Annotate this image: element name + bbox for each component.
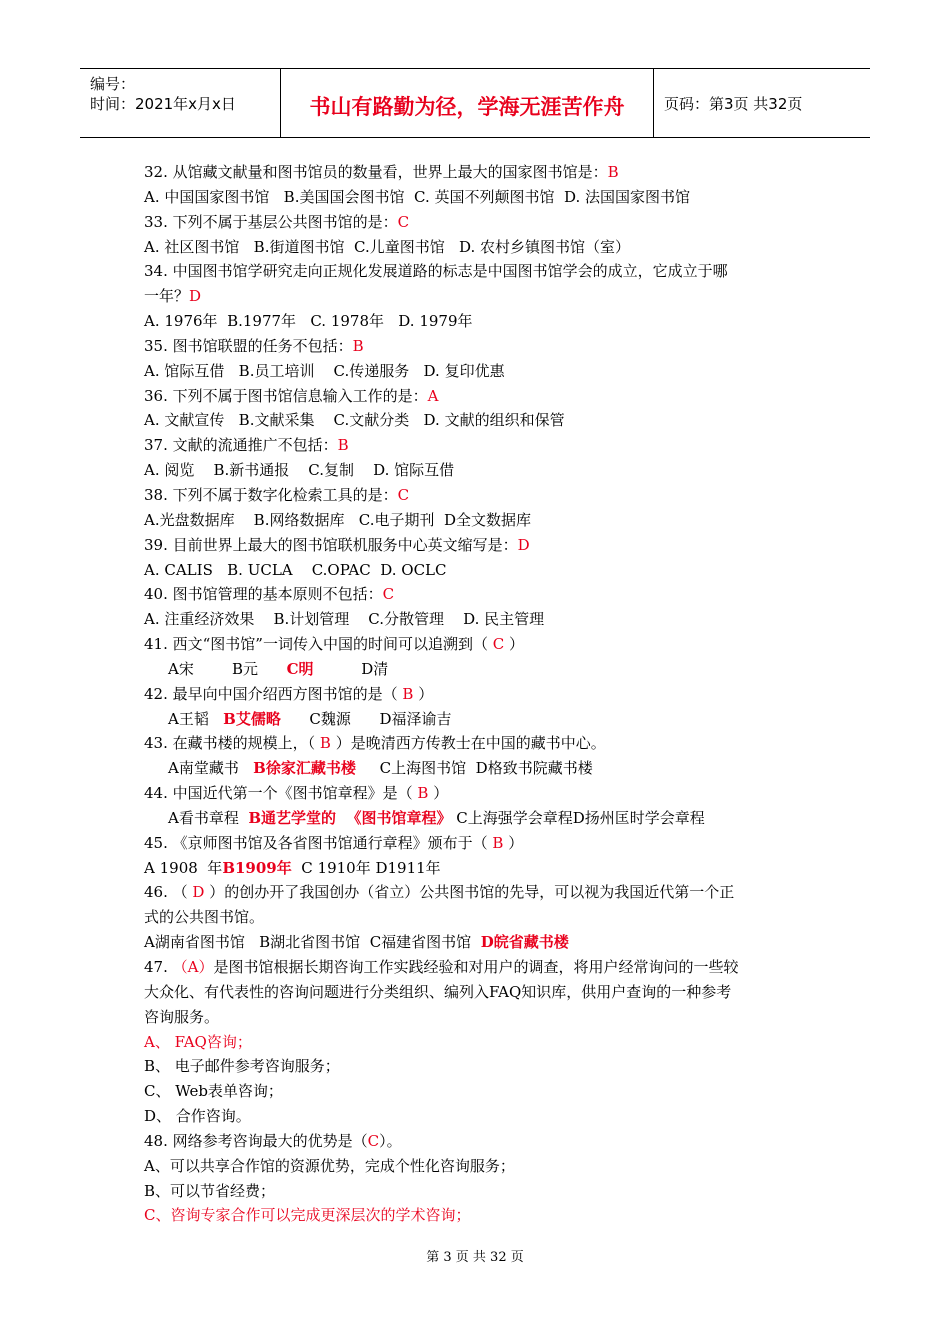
- answer-text: D: [192, 883, 205, 902]
- line-text: 34. 中国图书馆学研究走向正规化发展道路的标志是中国图书馆学会的成立，它成立于哪: [144, 262, 728, 281]
- line-text-tail: ）: [503, 833, 524, 852]
- line-text: A. 中国国家图书馆 B.美国国会图书馆 C. 英国不列颠图书馆 D. 法国国家图书馆: [144, 187, 691, 206]
- line-text-tail: C上海图书馆 D格致书院藏书楼: [355, 759, 593, 778]
- text-line: [144, 508, 824, 533]
- text-line: [144, 408, 824, 433]
- text-line: [144, 607, 824, 632]
- line-text-tail: ）: [428, 784, 449, 803]
- answer-text: C: [382, 585, 395, 604]
- text-line: [144, 831, 824, 856]
- text-line: [144, 334, 824, 359]
- text-line: [144, 458, 824, 483]
- answer-text: B: [417, 784, 429, 803]
- line-text: A. 社区图书馆 B.街道图书馆 C.儿童图书馆 D. 农村乡镇图书馆（室）: [144, 237, 631, 256]
- text-line: [144, 1079, 824, 1104]
- line-text: A 1908 年: [144, 858, 223, 877]
- line-text: A、可以共享合作馆的资源优势，完成个性化咨询服务；: [144, 1156, 515, 1175]
- text-line: [144, 657, 824, 682]
- line-text: A. CALIS B. UCLA C.OPAC D. OCLC: [144, 560, 447, 579]
- text-line: [144, 284, 824, 309]
- answer-text: B: [492, 833, 504, 852]
- line-text: A宋 B元: [168, 659, 287, 678]
- text-line: [144, 1005, 824, 1030]
- text-line: [144, 359, 824, 384]
- text-line: [144, 955, 824, 980]
- line-text: 一年？: [144, 287, 190, 306]
- text-line: [144, 235, 824, 260]
- text-line: [144, 533, 824, 558]
- line-text: 44. 中国近代第一个《图书馆章程》是（: [144, 784, 418, 803]
- text-line: [144, 582, 824, 607]
- text-line: [144, 930, 824, 955]
- answer-text: B: [607, 163, 619, 181]
- line-text: 48. 网络参考咨询最大的优势是（: [144, 1131, 368, 1150]
- header-motto-cell: [281, 69, 654, 137]
- page-header: [80, 68, 870, 138]
- line-text: A. 文献宣传 B.文献采集 C.文献分类 D. 文献的组织和保管: [144, 411, 565, 430]
- line-text-tail: ）的创办开了我国创办（省立）公共图书馆的先导，可以视为我国近代第一个正: [204, 883, 735, 902]
- answer-text: （A）: [172, 958, 214, 976]
- line-text: B、 电子邮件参考咨询服务；: [144, 1057, 340, 1076]
- line-text: 41. 西文“图书馆”一词传入中国的时间可以追溯到（: [144, 635, 493, 654]
- text-line: [144, 756, 824, 781]
- line-text: A. 1976年 B.1977年 C. 1978年 D. 1979年: [144, 312, 473, 331]
- document-number-label: 编号：: [90, 75, 136, 93]
- line-text: A. 馆际互借 B.员工培训 C.传递服务 D. 复印优惠: [144, 361, 505, 380]
- answer-text: C明: [286, 659, 314, 678]
- line-text-tail: C上海强学会章程D扬州匡时学会章程: [451, 808, 705, 827]
- answer-text: A: [427, 386, 439, 405]
- answer-text: C、咨询专家合作可以完成更深层次的学术咨询；: [144, 1206, 471, 1225]
- line-text-tail: ）是晚清西方传教士在中国的藏书中心。: [330, 734, 606, 753]
- answer-text: B: [402, 684, 414, 703]
- line-text: 35. 图书馆联盟的任务不包括：: [144, 336, 353, 355]
- answer-text: D: [517, 535, 530, 554]
- text-line: [144, 1154, 824, 1179]
- text-line: [144, 309, 824, 334]
- line-text: 45. 《京师图书馆及各省图书馆通行章程》颁布于（: [144, 833, 493, 852]
- answer-text: C: [492, 635, 505, 654]
- line-text: 37. 文献的流通推广不包括：: [144, 436, 338, 455]
- text-line: [144, 210, 824, 235]
- answer-text: A、 FAQ咨询；: [144, 1032, 252, 1051]
- header-motto: 书山有路勤为径，学海无涯苦作舟: [309, 95, 625, 119]
- header-info-cell: [80, 69, 281, 137]
- line-text: 36. 下列不属于图书馆信息输入工作的是：: [144, 386, 428, 405]
- text-line: [144, 880, 824, 905]
- answer-text: C: [397, 485, 410, 504]
- text-line: [144, 781, 824, 806]
- text-line: [144, 1179, 824, 1204]
- text-line: [144, 905, 824, 930]
- line-text: A王韬: [168, 709, 224, 728]
- line-text: A. 注重经济效果 B.计划管理 C.分散管理 D. 民主管理: [144, 610, 545, 629]
- answer-text: B徐家汇藏书楼: [253, 759, 356, 778]
- line-text-tail: ）。: [379, 1131, 402, 1150]
- text-line: [144, 856, 824, 881]
- document-time-label: 时间：2021年x月x日: [90, 95, 236, 113]
- line-text: 咨询服务。: [144, 1007, 220, 1026]
- line-text-tail: D清: [313, 659, 389, 678]
- line-text: 43. 在藏书楼的规模上，（: [144, 734, 320, 753]
- text-line: [144, 185, 824, 210]
- answer-text: B艾儒略: [223, 709, 281, 728]
- line-text-tail: ）: [504, 635, 524, 654]
- text-line: [144, 1054, 824, 1079]
- answer-text: C: [397, 212, 410, 231]
- answer-text: B: [337, 436, 349, 455]
- line-text: 46. （: [144, 883, 193, 902]
- answer-text: B: [352, 336, 364, 355]
- line-text: A. 阅览 B.新书通报 C.复制 D. 馆际互借: [144, 461, 455, 480]
- answer-text: D皖省藏书楼: [480, 933, 569, 952]
- line-text: 式的公共图书馆。: [144, 908, 265, 927]
- line-text: D、 合作咨询。: [144, 1107, 251, 1126]
- line-text: 大众化、有代表性的咨询问题进行分类组织、编列入FAQ知识库，供用户查询的一种参考: [144, 982, 732, 1001]
- line-text: A.光盘数据库 B.网络数据库 C.电子期刊 D全文数据库: [144, 510, 532, 529]
- page-footer: 第 3 页 共 32 页: [426, 1250, 524, 1265]
- text-line: [144, 1203, 824, 1228]
- answer-text: B1909年: [222, 858, 292, 877]
- text-line: [144, 1129, 824, 1154]
- line-text: A看书章程: [168, 808, 249, 827]
- text-line: [144, 731, 824, 756]
- answer-text: B通艺学堂的 《图书馆章程》: [248, 808, 452, 827]
- text-line: [144, 682, 824, 707]
- text-line: [144, 558, 824, 583]
- line-text: 47.: [144, 958, 173, 976]
- text-line: [144, 1030, 824, 1055]
- text-line: [144, 707, 824, 732]
- text-line: [144, 806, 824, 831]
- text-line: [144, 259, 824, 284]
- line-text-tail: C魏源 D福泽谕吉: [280, 709, 452, 728]
- line-text: C、 Web表单咨询；: [144, 1082, 283, 1101]
- line-text: 38. 下列不属于数字化检索工具的是：: [144, 485, 398, 504]
- text-line: [144, 160, 824, 185]
- line-text: B、可以节省经费；: [144, 1181, 276, 1200]
- line-text: A湖南省图书馆 B湖北省图书馆 C福建省图书馆: [144, 933, 481, 952]
- text-line: [144, 483, 824, 508]
- line-text: 32. 从馆藏文献量和图书馆员的数量看，世界上最大的国家图书馆是：: [144, 163, 608, 181]
- text-line: [144, 384, 824, 409]
- text-line: [144, 1104, 824, 1129]
- text-line: [144, 433, 824, 458]
- header-page-cell: [654, 69, 870, 137]
- line-text: 39. 目前世界上最大的图书馆联机服务中心英文缩写是：: [144, 535, 518, 554]
- answer-text: D: [189, 287, 202, 306]
- line-text: 42. 最早向中国介绍西方图书馆的是（: [144, 684, 403, 703]
- text-line: [144, 632, 824, 657]
- document-body: [144, 160, 824, 1228]
- line-text-tail: C 1910年 D1911年: [291, 858, 441, 877]
- line-text: A南堂藏书: [168, 759, 254, 778]
- line-text-tail: ）: [413, 684, 434, 703]
- answer-text: C: [367, 1131, 380, 1150]
- line-text: 33. 下列不属于基层公共图书馆的是：: [144, 212, 398, 231]
- line-text: 40. 图书馆管理的基本原则不包括：: [144, 585, 383, 604]
- text-line: [144, 980, 824, 1005]
- line-text-tail: 是图书馆根据长期咨询工作实践经验和对用户的调查，将用户经常询问的一些较: [213, 958, 739, 976]
- page-indicator: 页码：第3页 共32页: [664, 95, 803, 113]
- answer-text: B: [319, 734, 331, 753]
